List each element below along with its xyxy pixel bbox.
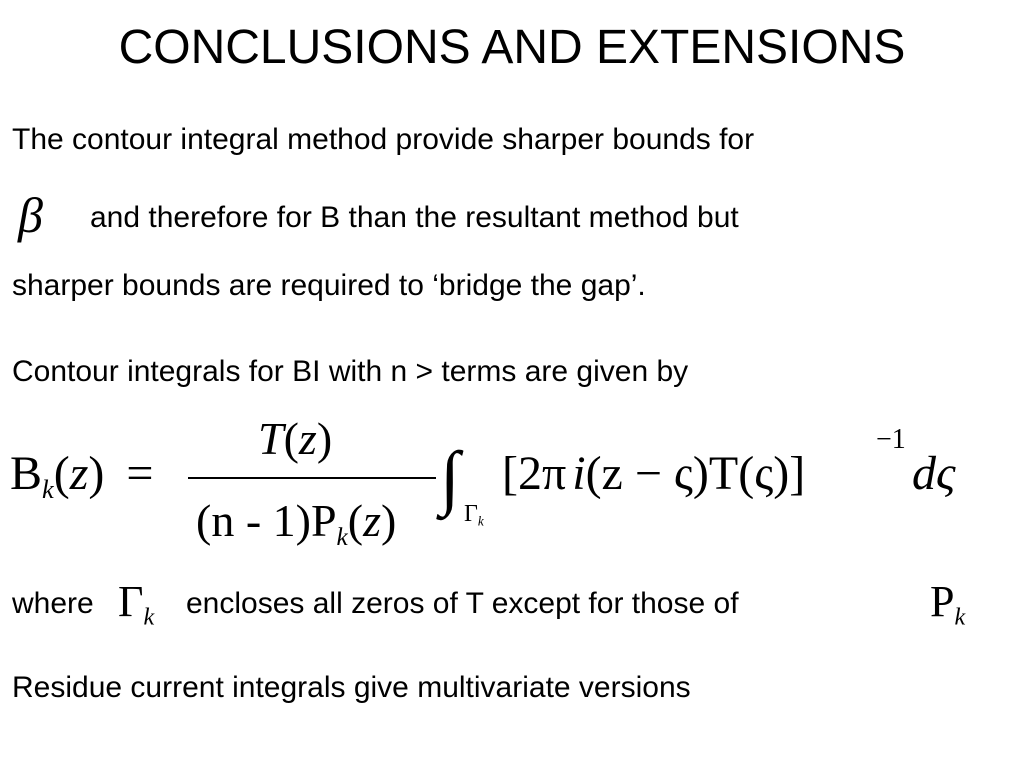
formula-differential (912, 446, 955, 502)
p-k-symbol (930, 576, 965, 643)
formula-denominator (196, 494, 396, 564)
numerator-T: T (258, 413, 284, 464)
den-paren-close: ) (381, 495, 397, 546)
paragraph-2: Contour integrals for BI with n > terms are given by (12, 355, 689, 388)
formula-B: B (10, 447, 43, 500)
integral-sign: ∫ (440, 437, 460, 517)
where-description: encloses all zeros of T except for those of (186, 587, 739, 620)
differential-d: d (912, 447, 936, 500)
lhs-paren-open: ( (53, 447, 70, 500)
num-paren-close: ) (316, 413, 333, 464)
integrand-i: i (572, 447, 586, 500)
paragraph-1-line-1: The contour integral method provide sharper bounds for (12, 123, 755, 156)
num-paren-open: ( (283, 413, 299, 464)
formula-equals: = (126, 447, 154, 500)
differential-varsigma: ς (936, 447, 956, 500)
lhs-paren-close: ) (88, 447, 105, 500)
formula-lhs-k: k (42, 474, 54, 505)
gamma-k-sub: k (143, 603, 155, 631)
integral-k: k (477, 513, 484, 529)
denominator-prefix: (n - 1)P (196, 495, 337, 546)
integrand-mid: (z − ς)T(ς)] (585, 447, 806, 500)
formula-lhs-z: z (69, 447, 89, 500)
den-paren-open: ( (347, 495, 364, 546)
paragraph-4: Residue current integrals give multivariate versions (12, 671, 691, 704)
integral-subscript (464, 500, 484, 536)
gamma-symbol: Γ (118, 577, 144, 626)
integrand-open: [2π (502, 447, 567, 500)
formula-numerator (258, 412, 332, 466)
beta-symbol: β (18, 187, 43, 243)
formula-integrand (502, 446, 805, 502)
fraction-bar (188, 477, 436, 479)
numerator-z: z (298, 413, 317, 464)
formula-exponent: −1 (876, 424, 906, 455)
gamma-k-symbol (118, 576, 154, 643)
p-k-sub: k (954, 603, 966, 631)
denominator-z: z (363, 495, 382, 546)
slide-title: CONCLUSIONS AND EXTENSIONS (118, 21, 906, 74)
formula-lhs (10, 446, 153, 517)
where-label: where (12, 587, 94, 620)
denominator-k: k (336, 522, 348, 551)
integral-gamma: Γ (464, 501, 478, 527)
p-symbol: P (930, 577, 955, 626)
paragraph-1-line-3: sharper bounds are required to ‘bridge the gap’. (12, 269, 646, 302)
paragraph-1-line-2: and therefore for B than the resultant method but (90, 201, 739, 234)
